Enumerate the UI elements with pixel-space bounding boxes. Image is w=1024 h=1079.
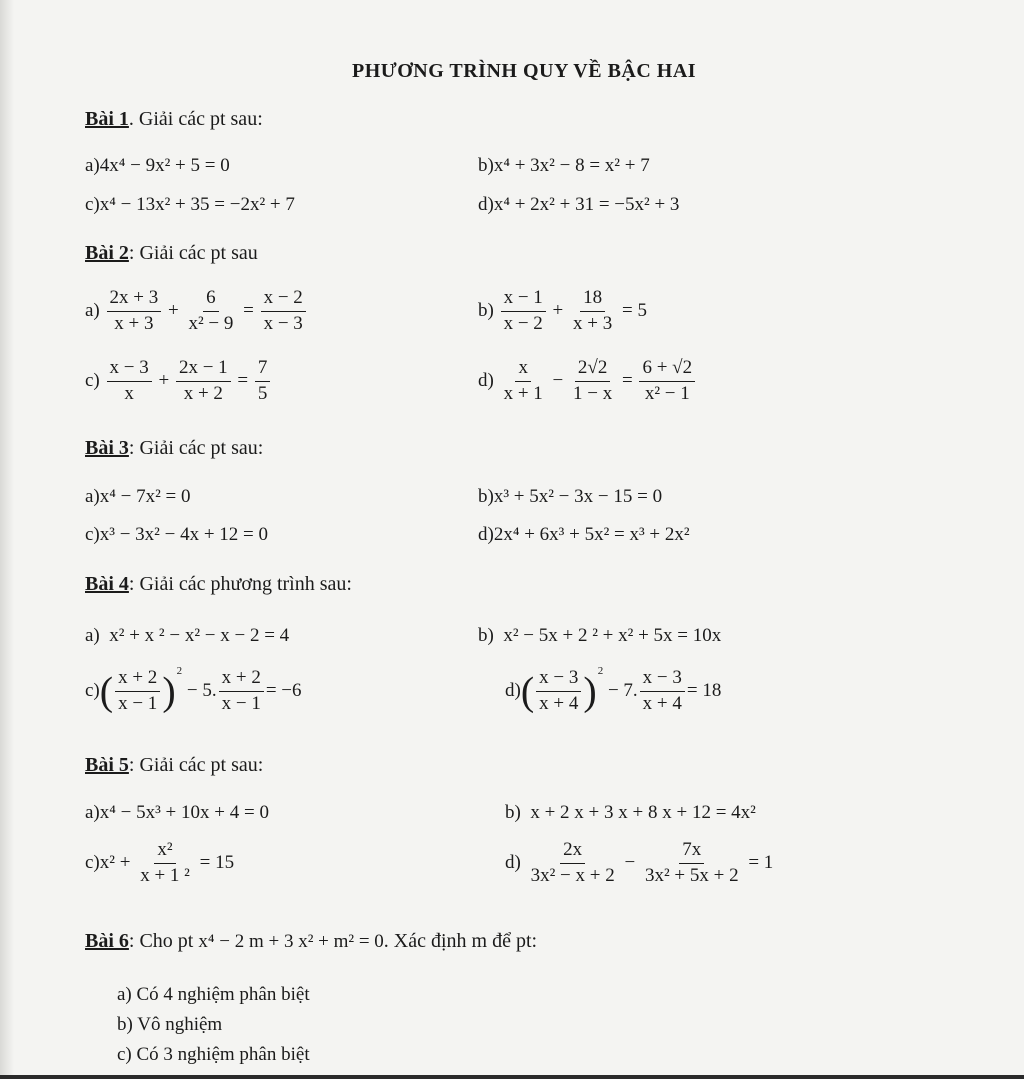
operator: − 5. [186, 680, 217, 701]
numerator: 6 + √2 [639, 358, 695, 382]
item-label: a) [85, 625, 100, 646]
numerator: x + 2 [219, 668, 264, 692]
fraction [261, 288, 306, 335]
page-title: PHƯƠNG TRÌNH QUY VỀ BẬC HAI [352, 60, 697, 82]
exercise-5c [85, 840, 234, 887]
numerator: 6 [203, 288, 219, 312]
exercise-2b [478, 288, 647, 335]
operator: + [167, 299, 179, 321]
equation-rest: = 5 [621, 299, 647, 321]
equation: x⁴ + 3x² − 8 = x² + 7 [493, 155, 650, 176]
operator: − [552, 369, 564, 391]
item-label: b) [478, 625, 494, 646]
denominator: 1 − x [573, 382, 613, 404]
operator: = [243, 299, 254, 321]
fraction [107, 288, 162, 335]
exercise-3-text: : Giải các pt sau: [128, 437, 264, 459]
exercise-3-label: Bài 3 [85, 437, 129, 459]
denominator: x − 2 [503, 312, 543, 334]
equation: x³ + 5x² − 3x − 15 = 0 [493, 486, 663, 507]
item-label: c) [85, 524, 100, 545]
fraction [570, 358, 615, 405]
exercise-3b [478, 486, 662, 508]
item-label: d) [478, 369, 494, 391]
right-paren: ) [162, 668, 176, 714]
equation-prefix: x² + [99, 851, 131, 873]
numerator: 2x + 3 [107, 288, 162, 312]
left-paren: ( [99, 668, 114, 714]
exercise-6-heading [85, 930, 537, 953]
exponent: 2 [176, 665, 183, 677]
fraction [137, 840, 193, 887]
equation: x⁴ − 2 m + 3 x² + m² = 0 [198, 931, 384, 952]
exercise-5-heading [85, 754, 263, 777]
exercise-5d [505, 840, 773, 887]
equation-rest: = 1 [748, 851, 774, 873]
item-label: a) [85, 299, 100, 321]
option-c: c) Có 3 nghiệm phân biệt [117, 1044, 310, 1065]
exercise-6-text-post: . Xác định m để pt: [383, 930, 538, 952]
fraction [570, 288, 615, 335]
exercise-2-text: : Giải các pt sau [128, 242, 258, 264]
denominator: x [124, 382, 134, 404]
exercise-1c [85, 194, 295, 216]
exercise-5-label: Bài 5 [85, 754, 129, 776]
numerator: 2x − 1 [176, 358, 231, 382]
denominator: x + 2 [183, 382, 223, 404]
operator: + [552, 299, 564, 321]
fraction [501, 288, 546, 335]
exercise-5-text: : Giải các pt sau: [128, 754, 264, 776]
equation: x⁴ − 13x² + 35 = −2x² + 7 [99, 194, 295, 215]
equation: x² − 5x + 2 ² + x² + 5x = 10x [503, 625, 722, 646]
item-label: b) [478, 155, 494, 176]
exercise-1a [85, 155, 230, 177]
numerator: 7x [679, 840, 704, 864]
denominator: 5 [257, 382, 268, 404]
item-label: d) [505, 851, 521, 873]
exercise-1-text: . Giải các pt sau: [128, 108, 263, 130]
exercise-3-heading [85, 437, 263, 460]
equation: 2x⁴ + 6x³ + 5x² = x³ + 2x² [493, 524, 690, 545]
exercise-5b [505, 802, 756, 824]
operator: + [158, 369, 170, 391]
fraction [639, 358, 695, 405]
denominator: x − 3 [263, 312, 303, 334]
equation: x + 2 x + 3 x + 8 x + 12 = 4x² [530, 802, 756, 823]
denominator: x² − 9 [188, 312, 234, 334]
exercise-2d [478, 358, 697, 405]
denominator: 3x² + 5x + 2 [644, 864, 739, 886]
item-label: c) [85, 369, 100, 391]
fraction [185, 288, 236, 335]
numerator: x − 3 [536, 668, 581, 692]
option-b: b) Vô nghiệm [117, 1014, 223, 1035]
equation-rest: = 18 [686, 680, 722, 701]
item-label: c) [85, 680, 100, 701]
equation: x² + x ² − x² − x − 2 = 4 [109, 625, 290, 646]
item-label: d) [505, 680, 521, 701]
exercise-6-label: Bài 6 [85, 930, 129, 952]
item-label: c) [85, 194, 100, 215]
equation-rest: = 15 [199, 851, 235, 873]
numerator: x [515, 358, 531, 382]
exercise-3d [478, 524, 690, 546]
numerator: x − 3 [640, 668, 685, 692]
operator: − [624, 851, 636, 873]
equation: x⁴ − 5x³ + 10x + 4 = 0 [99, 802, 269, 823]
exercise-1b [478, 155, 650, 177]
exercise-4c [85, 665, 302, 715]
denominator: x + 1 [503, 382, 543, 404]
exercise-4b [478, 625, 721, 647]
item-label: a) [85, 486, 100, 507]
fraction [176, 358, 231, 405]
exercise-1d [478, 194, 679, 216]
fraction [219, 668, 264, 715]
fraction [528, 840, 618, 887]
numerator: x + 2 [115, 668, 160, 692]
exercise-4d [505, 665, 721, 715]
fraction [115, 668, 160, 715]
right-paren: ) [583, 668, 597, 714]
operator: − 7. [607, 680, 638, 701]
item-label: a) [85, 802, 100, 823]
denominator: x + 3 [114, 312, 154, 334]
fraction [642, 840, 742, 887]
equation: 4x⁴ − 9x² + 5 = 0 [99, 155, 230, 176]
exercise-4a [85, 625, 289, 647]
exercise-2a [85, 288, 308, 335]
exercise-3c [85, 524, 268, 546]
equation: x⁴ − 7x² = 0 [99, 486, 191, 507]
fraction [255, 358, 271, 405]
page-shadow-edge [0, 0, 14, 1079]
denominator: x + 4 [539, 693, 579, 715]
option-a: a) Có 4 nghiệm phân biệt [117, 984, 310, 1005]
denominator: x − 1 [221, 693, 261, 715]
fraction [640, 668, 685, 715]
numerator: x − 1 [501, 288, 546, 312]
fraction [107, 358, 152, 405]
exercise-2-label: Bài 2 [85, 242, 129, 264]
exercise-6-text: : Cho pt [128, 930, 194, 952]
numerator: x² [154, 840, 175, 864]
denominator: x² − 1 [644, 382, 690, 404]
operator: = [237, 369, 249, 391]
exercise-3a [85, 486, 191, 508]
exercise-4-text: : Giải các phương trình sau: [128, 573, 352, 595]
exercise-2-heading [85, 242, 258, 265]
numerator: x − 2 [261, 288, 306, 312]
denominator: x + 3 [573, 312, 613, 334]
operator: = [621, 369, 633, 391]
item-label: b) [478, 299, 494, 321]
numerator: 2√2 [575, 358, 610, 382]
equation-rest: = −6 [265, 680, 302, 701]
numerator: 7 [255, 358, 271, 382]
numerator: x − 3 [107, 358, 152, 382]
denominator: x − 1 [118, 693, 158, 715]
item-label: d) [478, 524, 494, 545]
equation: x³ − 3x² − 4x + 12 = 0 [99, 524, 269, 545]
fraction [501, 358, 546, 405]
exercise-5a [85, 802, 269, 824]
bottom-border [0, 1075, 1024, 1079]
denominator: 3x² − x + 2 [530, 864, 615, 886]
exercise-4-label: Bài 4 [85, 573, 129, 595]
equation: x⁴ + 2x² + 31 = −5x² + 3 [493, 194, 680, 215]
numerator: 18 [580, 288, 605, 312]
item-label: b) [505, 802, 521, 823]
item-label: a) [85, 155, 100, 176]
exercise-1-heading [85, 108, 263, 131]
left-paren: ( [520, 668, 535, 714]
item-label: b) [478, 486, 494, 507]
fraction [536, 668, 581, 715]
numerator: 2x [560, 840, 585, 864]
item-label: d) [478, 194, 494, 215]
exercise-1-label: Bài 1 [85, 108, 129, 130]
denominator: x + 1 ² [140, 864, 190, 886]
denominator: x + 4 [642, 693, 682, 715]
exercise-2c [85, 358, 272, 405]
exercise-4-heading [85, 573, 352, 596]
item-label: c) [85, 851, 100, 873]
exponent: 2 [597, 665, 604, 677]
